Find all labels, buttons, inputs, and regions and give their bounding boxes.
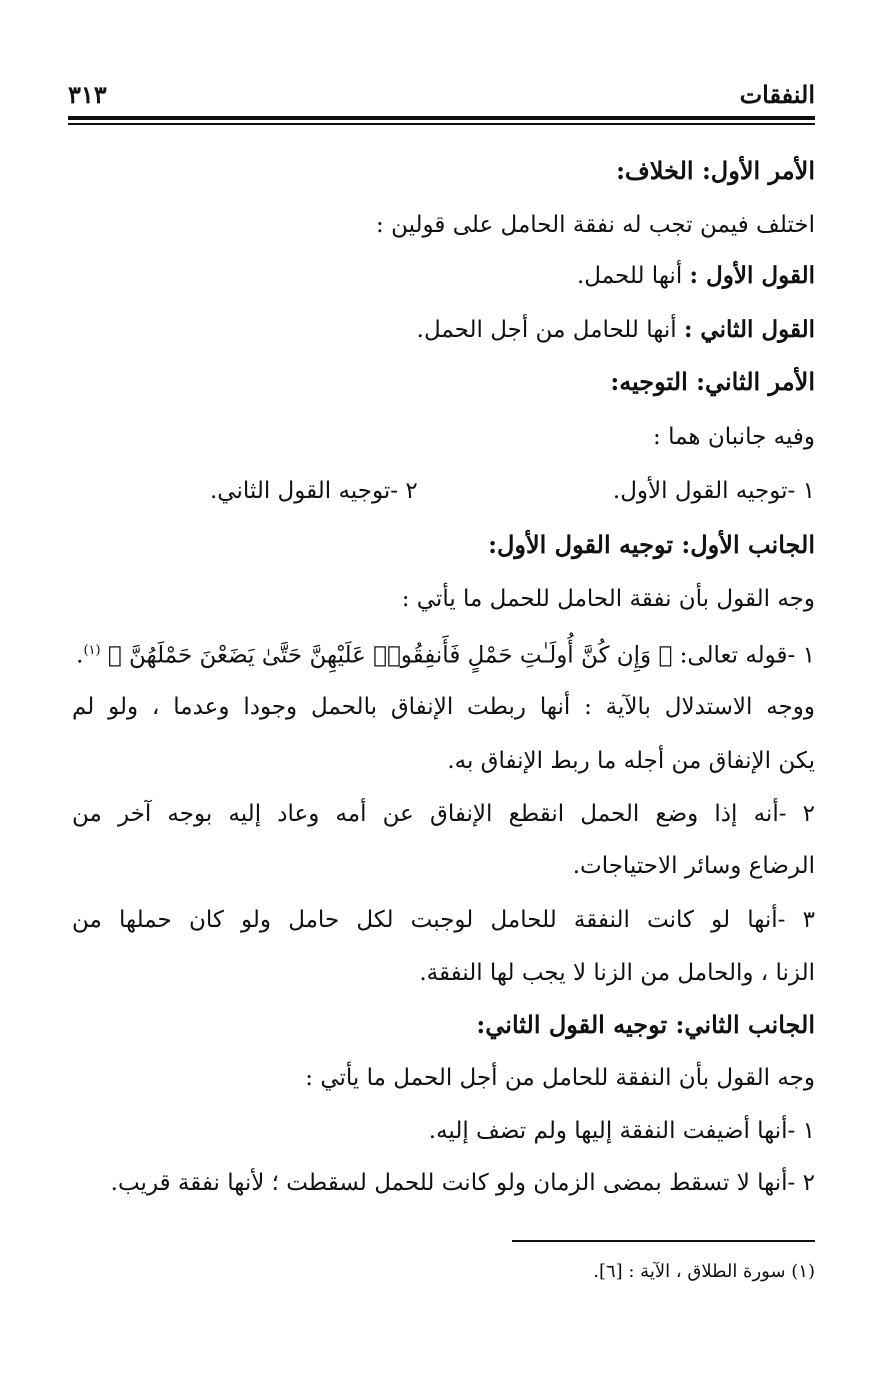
paragraph-two-aspects: وفيه جانبان هما : <box>653 424 815 450</box>
reason-1-prefix: ١ -قوله تعالى: <box>672 642 815 669</box>
reason-3-line-1: ٣ -أنها لو كانت النفقة للحامل لوجبت لكل حامل ولو كان حملها من <box>72 907 815 933</box>
footnote-separator <box>512 1240 815 1242</box>
paragraph-first-reasons-intro: وجه القول بأن نفقة الحامل للحمل ما يأتي : <box>401 586 815 612</box>
second-opinion-label: القول الثاني : <box>683 316 815 343</box>
paragraph-evidence-line-2: يكن الإنفاق من أجله ما ربط الإنفاق به. <box>447 748 815 774</box>
second-reason-2: ٢ -أنها لا تسقط بمضى الزمان ولو كانت للحمل لسقطت ؛ لأنها نفقة قريب. <box>110 1170 815 1196</box>
second-opinion <box>417 313 815 347</box>
header-rule-thick <box>68 116 815 120</box>
chapter-title: النفقات <box>739 80 815 109</box>
first-opinion-text: أنها للحمل. <box>577 263 690 289</box>
footnote-ref: (١) <box>83 643 101 658</box>
reason-2-line-2: الرضاع وسائر الاحتياجات. <box>572 853 815 879</box>
aspects-list-item-1: ١ -توجيه القول الأول. <box>612 478 815 504</box>
second-reason-1: ١ -أنها أضيفت النفقة إليها ولم تضف إليه. <box>428 1118 815 1144</box>
subsection-heading-first: الجانب الأول: توجيه القول الأول: <box>488 530 815 559</box>
reason-1-verse: ١ -قوله تعالى: ﴿ وَإِن كُنَّ أُولَـٰتِ حَمْلٍ فَأَنفِقُوا۟ عَلَيْهِنَّ حَتَّىٰ يَضَعْنَ حَمْلَهُنَّ ﴾ $^{(١)}$. <box>76 642 815 669</box>
page-number: ٣١٣ <box>68 80 107 109</box>
header-rule-thin <box>68 123 815 125</box>
paragraph-intro: اختلف فيمن تجب له نفقة الحامل على قولين : <box>376 212 815 238</box>
first-opinion-label: القول الأول : <box>689 262 815 289</box>
running-header <box>68 80 815 116</box>
reason-3-line-2: الزنا ، والحامل من الزنا لا يجب لها النفقة. <box>419 960 815 986</box>
second-opinion-text: أنها للحامل من أجل الحمل. <box>416 317 684 343</box>
quran-verse: ﴿ وَإِن كُنَّ أُولَـٰتِ حَمْلٍ فَأَنفِقُوا۟ عَلَيْهِنَّ حَتَّىٰ يَضَعْنَ حَمْلَهُنَّ ﴾ <box>107 642 673 669</box>
subsection-heading-second: الجانب الثاني: توجيه القول الثاني: <box>476 1010 815 1039</box>
section-heading-justification: الأمر الثاني: التوجيه: <box>610 367 815 396</box>
first-opinion <box>577 259 815 293</box>
footnote: (١) سورة الطلاق ، الآية : [٦]. <box>593 1261 815 1282</box>
aspects-list-item-2: ٢ -توجيه القول الثاني. <box>210 478 418 504</box>
paragraph-second-reasons-intro: وجه القول بأن النفقة للحامل من أجل الحمل ما يأتي : <box>305 1065 815 1091</box>
section-heading-disagreement: الأمر الأول: الخلاف: <box>616 156 815 185</box>
paragraph-evidence-line-1: ووجه الاستدلال بالآية : أنها ربطت الإنفاق بالحمل وجودا وعدما ، ولو لم <box>72 694 815 720</box>
reason-2-line-1: ٢ -أنه إذا وضع الحمل انقطع الإنفاق عن أمه وعاد إليه بوجه آخر من <box>72 801 815 827</box>
